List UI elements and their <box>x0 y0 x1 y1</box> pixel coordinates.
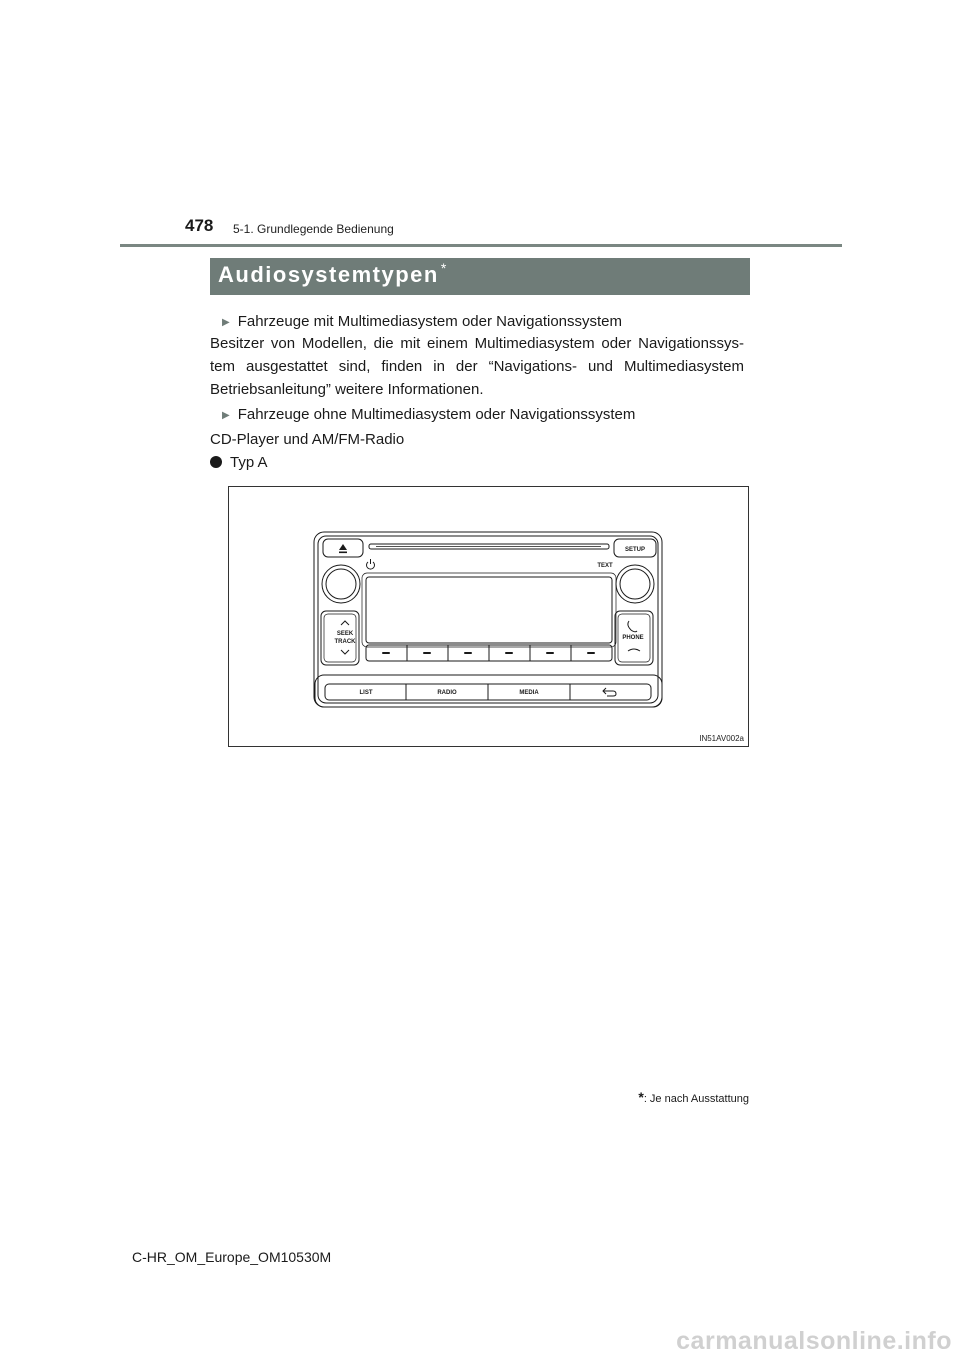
triangle-bullet-icon: ▶ <box>222 317 230 328</box>
display-screen <box>366 577 612 643</box>
setup-label: SETUP <box>624 547 646 553</box>
type-a-text: Typ A <box>230 454 268 471</box>
page-number: 478 <box>185 216 214 235</box>
preset-mark <box>546 652 554 654</box>
header-rule <box>120 244 842 247</box>
chevron-down-icon <box>341 650 349 654</box>
media-label: MEDIA <box>519 690 539 696</box>
triangle-bullet-icon: ▶ <box>222 410 230 421</box>
section-title: 5-1. Grundlegende Bedienung <box>233 222 394 236</box>
phone-hangup-icon <box>628 649 640 651</box>
seek-label: SEEK <box>336 631 354 637</box>
phone-label: PHONE <box>622 635 644 641</box>
footnote-star-icon: * <box>638 1089 644 1105</box>
preset-mark <box>423 652 431 654</box>
display-bezel <box>362 573 616 647</box>
preset-mark <box>587 652 595 654</box>
availability-star: * <box>440 260 448 276</box>
figure-code: IN51AV002a <box>699 734 744 743</box>
audio-unit-illustration <box>229 487 748 746</box>
page-title-text: Audiosystemtypen <box>218 262 439 287</box>
audio-unit-figure <box>228 486 749 747</box>
document-code: C-HR_OM_Europe_OM10530M <box>132 1249 332 1265</box>
bullet-with-multimedia-text: Fahrzeuge mit Multimediasystem oder Navigationssystem <box>237 313 623 330</box>
eject-icon-bar <box>339 552 347 554</box>
list-label: LIST <box>359 690 373 696</box>
eject-icon <box>339 544 347 550</box>
bullet-without-multimedia-text: Fahrzeuge ohne Multimediasystem oder Navigationssystem <box>237 406 636 423</box>
circle-bullet-icon <box>210 456 222 468</box>
tune-knob <box>616 565 654 603</box>
seek-track-button <box>321 611 359 665</box>
power-volume-knob <box>322 565 360 603</box>
preset-mark <box>464 652 472 654</box>
page-title <box>218 262 448 288</box>
track-label: TRACK <box>334 639 356 645</box>
watermark: carmanualsonline.info <box>676 1327 952 1355</box>
preset-mark <box>382 652 390 654</box>
tune-knob-inner <box>620 569 650 599</box>
text-label: TEXT <box>597 563 613 569</box>
radio-label: RADIO <box>437 690 457 696</box>
type-a-label <box>210 451 268 474</box>
footnote <box>638 1089 749 1105</box>
paragraph-owners: Besitzer von Modellen, die mit einem Multimediasystem oder Navigationssys-tem ausgestattet sind, finden in der “Navigations- und Multimediasystem Betriebsanleitung” weitere Informationen. <box>210 335 744 398</box>
title-banner <box>210 258 750 295</box>
faceplate-inner <box>318 536 658 703</box>
bullet-without-multimedia <box>222 403 762 428</box>
power-volume-knob-inner <box>326 569 356 599</box>
seek-track-inner <box>324 614 356 662</box>
chevron-up-icon <box>341 621 349 625</box>
paragraph-cd-radio: CD-Player und AM/FM-Radio <box>210 431 405 448</box>
preset-mark <box>505 652 513 654</box>
phone-pickup-icon <box>628 621 637 632</box>
footnote-text: : Je nach Ausstattung <box>643 1093 749 1105</box>
